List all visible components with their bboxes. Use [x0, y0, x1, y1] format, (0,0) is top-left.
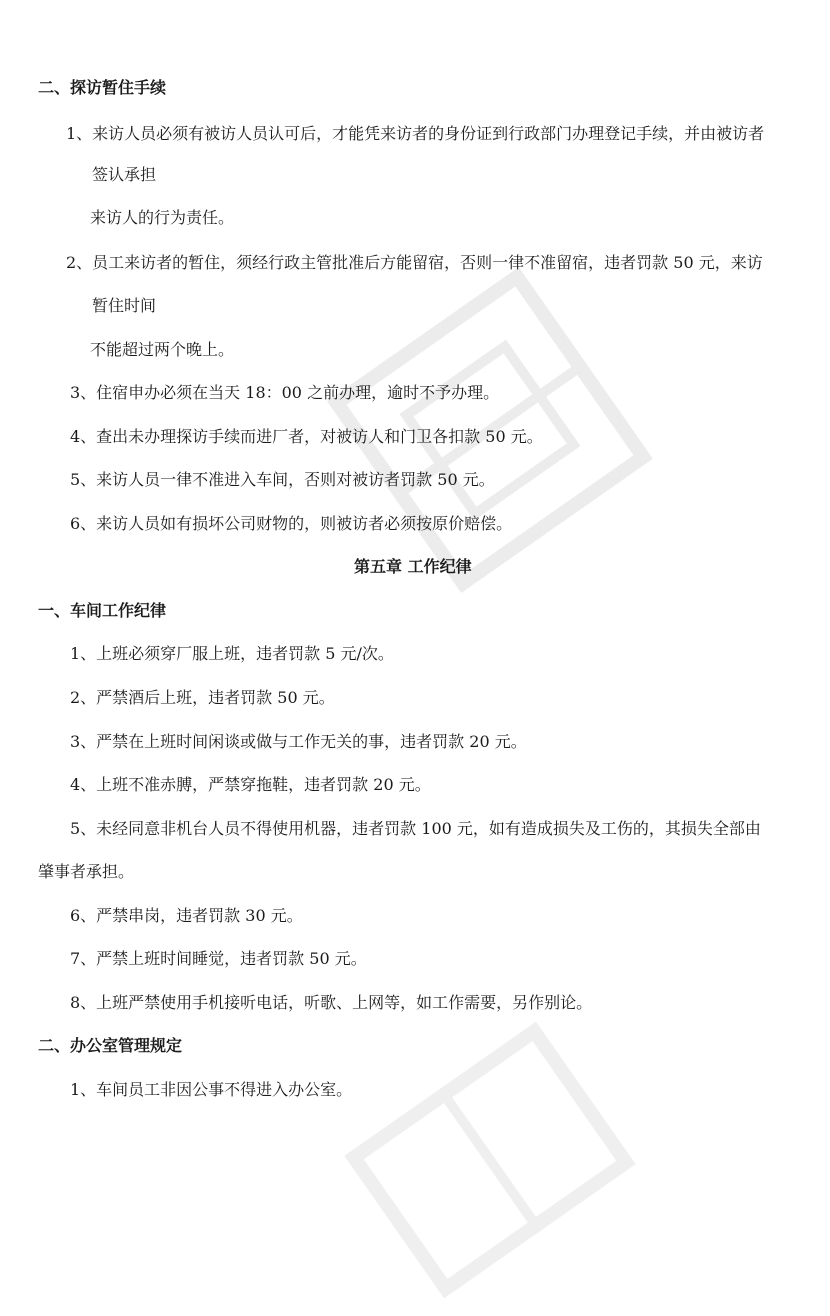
visit-item-1-line1: 1、来访人员必须有被访人员认可后，才能凭来访者的身份证到行政部门办理登记手续，并由被访者: [66, 124, 765, 143]
workshop-item-4: 4、上班不准赤膊，严禁穿拖鞋，违者罚款 20 元。: [70, 775, 431, 794]
workshop-item-7: 7、严禁上班时间睡觉，违者罚款 50 元。: [70, 949, 367, 968]
visit-item-2-line3: 不能超过两个晚上。: [90, 340, 235, 359]
visit-item-6: 6、来访人员如有损坏公司财物的，则被访者必须按原价赔偿。: [70, 514, 513, 533]
workshop-item-5-line1: 5、未经同意非机台人员不得使用机器，违者罚款 100 元，如有造成损失及工伤的，其损失全部由: [70, 819, 761, 838]
section-heading-workshop: 一、车间工作纪律: [38, 601, 167, 620]
workshop-item-1: 1、上班必须穿厂服上班，违者罚款 5 元/次。: [70, 644, 394, 663]
workshop-item-3: 3、严禁在上班时间闲谈或做与工作无关的事，违者罚款 20 元。: [70, 732, 527, 751]
visit-item-3: 3、住宿申办必须在当天 18：00 之前办理，逾时不予办理。: [70, 383, 500, 402]
office-item-1: 1、车间员工非因公事不得进入办公室。: [70, 1080, 353, 1099]
chapter-title: 第五章 工作纪律: [354, 557, 472, 576]
visit-item-5: 5、来访人员一律不准进入车间，否则对被访者罚款 50 元。: [70, 470, 495, 489]
visit-item-2-line1: 2、员工来访者的暂住，须经行政主管批准后方能留宿，否则一律不准留宿，违者罚款 50 元，来访: [66, 253, 763, 272]
visit-item-1-line2: 签认承担: [92, 165, 157, 184]
workshop-item-2: 2、严禁酒后上班，违者罚款 50 元。: [70, 688, 335, 707]
visit-item-1-line3: 来访人的行为责任。: [90, 208, 235, 227]
workshop-item-6: 6、严禁串岗，违者罚款 30 元。: [70, 906, 303, 925]
visit-item-2-line2: 暂住时间: [92, 296, 157, 315]
section-heading-office: 二、办公室管理规定: [38, 1036, 183, 1055]
section-heading-visit: 二、探访暂住手续: [38, 78, 167, 97]
workshop-item-5-line2: 肇事者承担。: [38, 862, 135, 881]
visit-item-4: 4、查出未办理探访手续而进厂者，对被访人和门卫各扣款 50 元。: [70, 427, 543, 446]
watermark-icon: [326, 1004, 654, 1316]
workshop-item-8: 8、上班严禁使用手机接听电话，听歌、上网等，如工作需要，另作别论。: [70, 993, 593, 1012]
